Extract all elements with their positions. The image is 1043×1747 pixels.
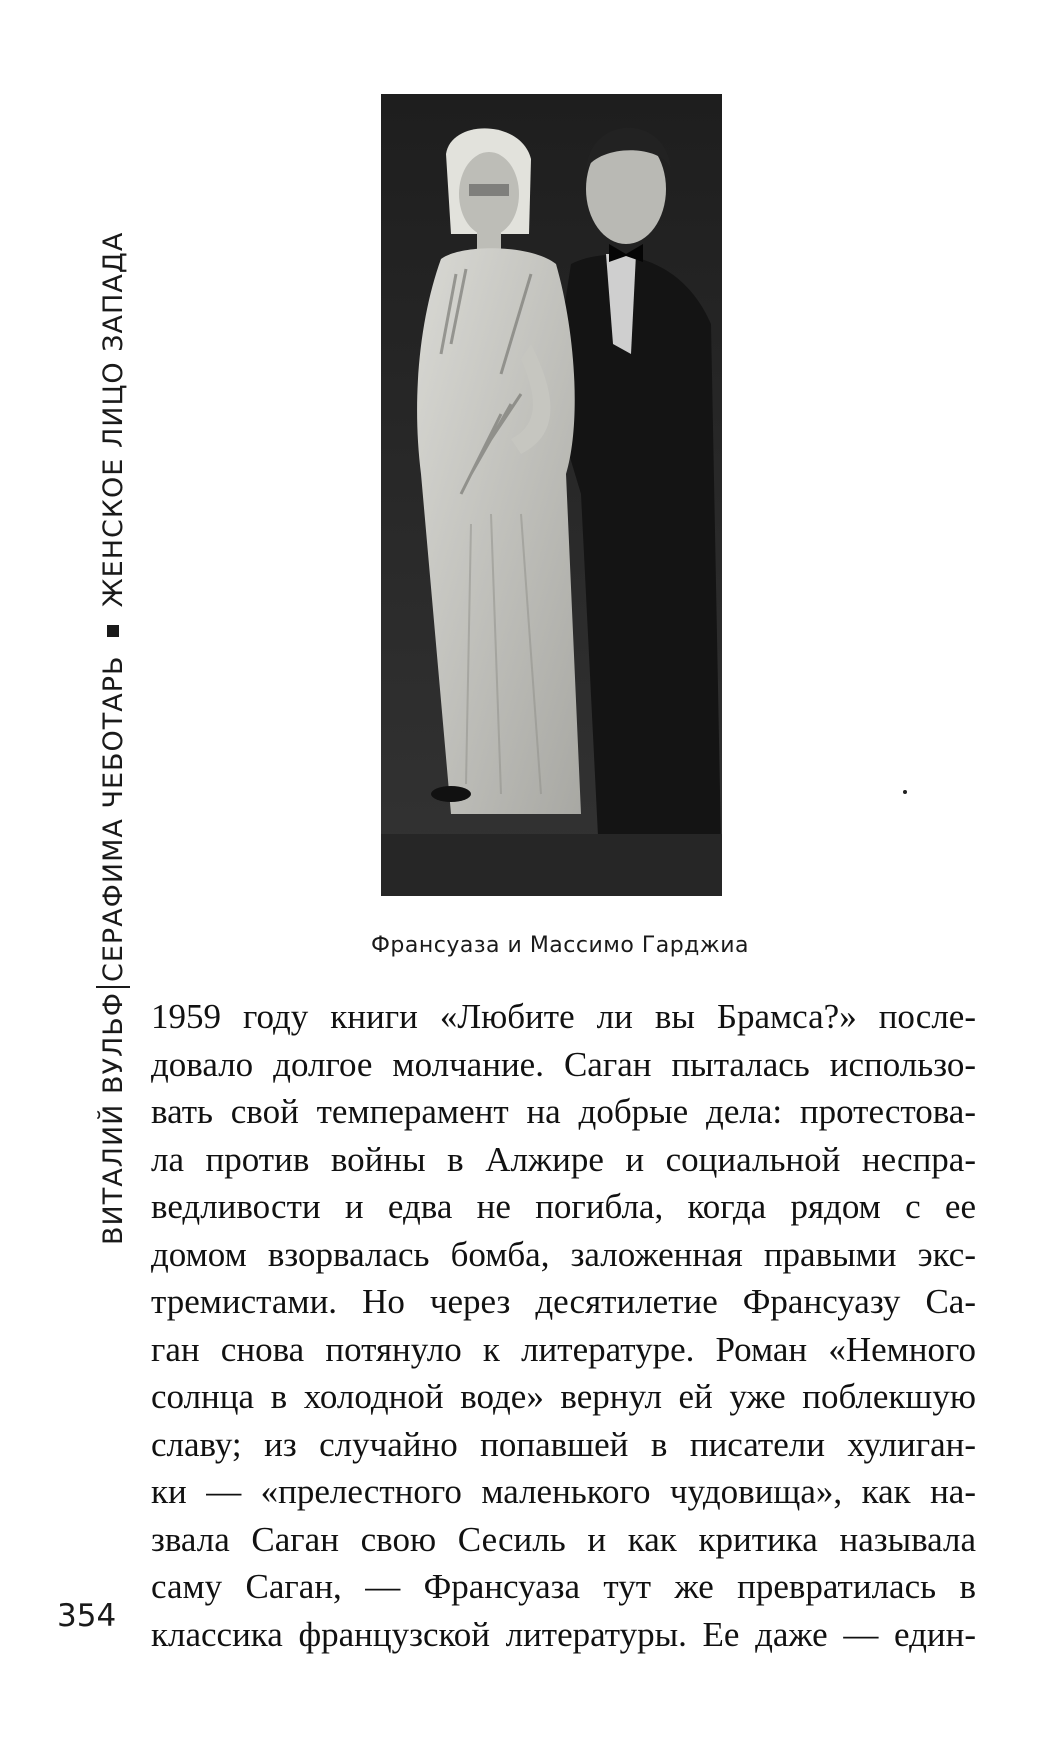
photo-caption: Франсуаза и Массимо Гарджиа (370, 933, 749, 958)
running-header (96, 232, 130, 1245)
print-speck (903, 790, 907, 794)
text-line: ки — «прелестного маленького чудовища», как на- (151, 1472, 976, 1511)
running-header-author-1: ВИТАЛИЙ ВУЛЬФ (97, 991, 129, 1245)
text-line: солнца в холодной воде» вернул ей уже поблекшую (151, 1377, 976, 1416)
text-line: ган снова потянуло к литературе. Роман «Немного (151, 1329, 976, 1369)
header-separator-square (107, 625, 119, 637)
text-line: ла против войны в Алжире и социальной неспра- (151, 1139, 976, 1179)
header-separator-bar (96, 986, 130, 988)
text-line: тремистами. Но через десятилетие Франсуазу Са- (151, 1282, 976, 1321)
text-line: вать свой темперамент на добрые дела: протестова- (151, 1092, 976, 1131)
running-header-book-title: ЖЕНСКОЕ ЛИЦО ЗАПАДА (97, 231, 129, 608)
text-line: ведливости и едва не погибла, когда рядом с ее (151, 1187, 976, 1226)
text-line: 1959 году книги «Любите ли вы Брамса?» после- (151, 997, 976, 1036)
text-line: звала Саган свою Сесиль и как критика называла (151, 1519, 976, 1559)
page-number: 354 (57, 1598, 117, 1634)
text-line: славу; из случайно попавшей в писатели хулиган- (151, 1424, 976, 1464)
text-line: саму Саган, — Франсуаза тут же превратилась в (151, 1567, 976, 1606)
photo-couple (381, 94, 722, 896)
text-line: классика французской литературы. Ее даже — един- (151, 1614, 976, 1654)
body-text (151, 993, 976, 1658)
running-header-author-2: СЕРАФИМА ЧЕБОТАРЬ (97, 655, 129, 982)
text-line: довало долгое молчание. Саган пыталась использо- (151, 1044, 976, 1084)
text-line: домом взорвалась бомба, заложенная правыми экс- (151, 1234, 976, 1274)
